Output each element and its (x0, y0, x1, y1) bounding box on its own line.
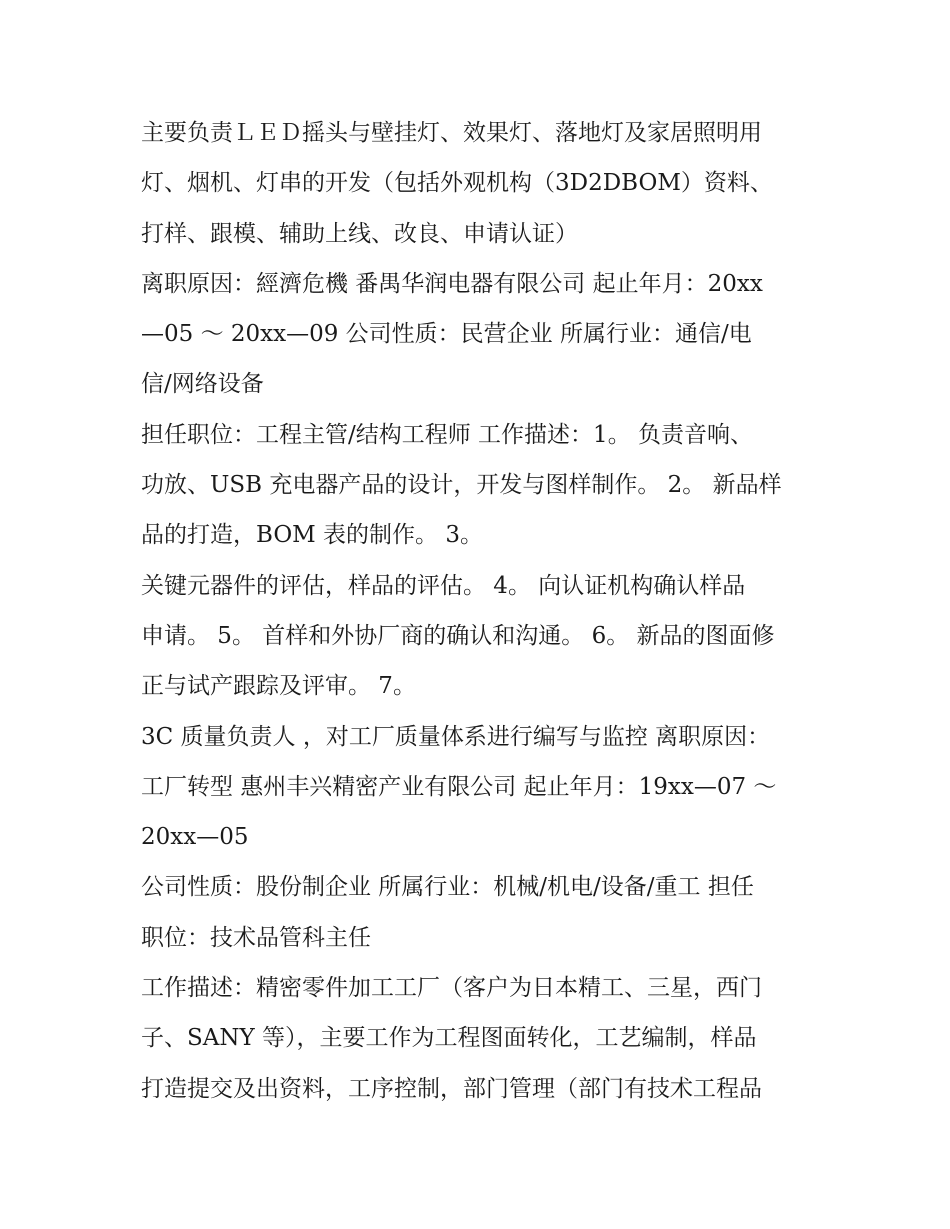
text-line: 3C 质量负责人 ，对工厂质量体系进行编写与监控 离职原因： (141, 723, 771, 750)
text-line: 申请。 5。 首样和外协厂商的确认和沟通。 6。 新品的图面修 (141, 622, 775, 649)
text-line: 信/网络设备 (141, 371, 264, 398)
text-line: 正与试产跟踪及评审。 7。 (141, 673, 416, 700)
text-line: —05 ～ 20xx—09 公司性质：民营企业 所属行业：通信/电 (141, 321, 752, 348)
text-line: 公司性质：股份制企业 所属行业：机械/机电/设备/重工 担任 (141, 874, 754, 901)
document-body (141, 108, 813, 1114)
text-line: 品的打造，BOM 表的制作。 3。 (141, 522, 483, 549)
text-line: 子、SANY 等），主要工作为工程图面转化，工艺编制，样品 (141, 1025, 757, 1052)
text-line: 20xx—05 (141, 824, 249, 851)
text-line: 主要负责ＬＥＤ摇头与壁挂灯、效果灯、落地灯及家居照明用 (141, 120, 762, 146)
text-line: 职位：技术品管科主任 (141, 924, 371, 951)
text-line: 离职原因：經濟危機 番禺华润电器有限公司 起止年月：20xx (141, 270, 763, 297)
text-line: 灯、烟机、灯串的开发（包括外观机构（3D2DBOM）资料、 (141, 170, 773, 197)
text-line: 打造提交及出资料，工序控制，部门管理（部门有技术工程品 (141, 1075, 762, 1102)
text-line: 担任职位：工程主管/结构工程师 工作描述：1。 负责音响、 (141, 421, 754, 448)
text-line: 工作描述：精密零件加工工厂（客户为日本精工、三星，西门 (141, 975, 762, 1002)
text-line: 关键元器件的评估，样品的评估。 4。 向认证机构确认样品 (141, 572, 746, 599)
text-line: 工厂转型 惠州丰兴精密产业有限公司 起止年月：19xx—07 ～ (141, 773, 777, 800)
text-line: 功放、USB 充电器产品的设计，开发与图样制作。 2。 新品样 (141, 472, 782, 499)
text-line: 打样、跟模、辅助上线、改良、申请认证） (141, 220, 578, 247)
